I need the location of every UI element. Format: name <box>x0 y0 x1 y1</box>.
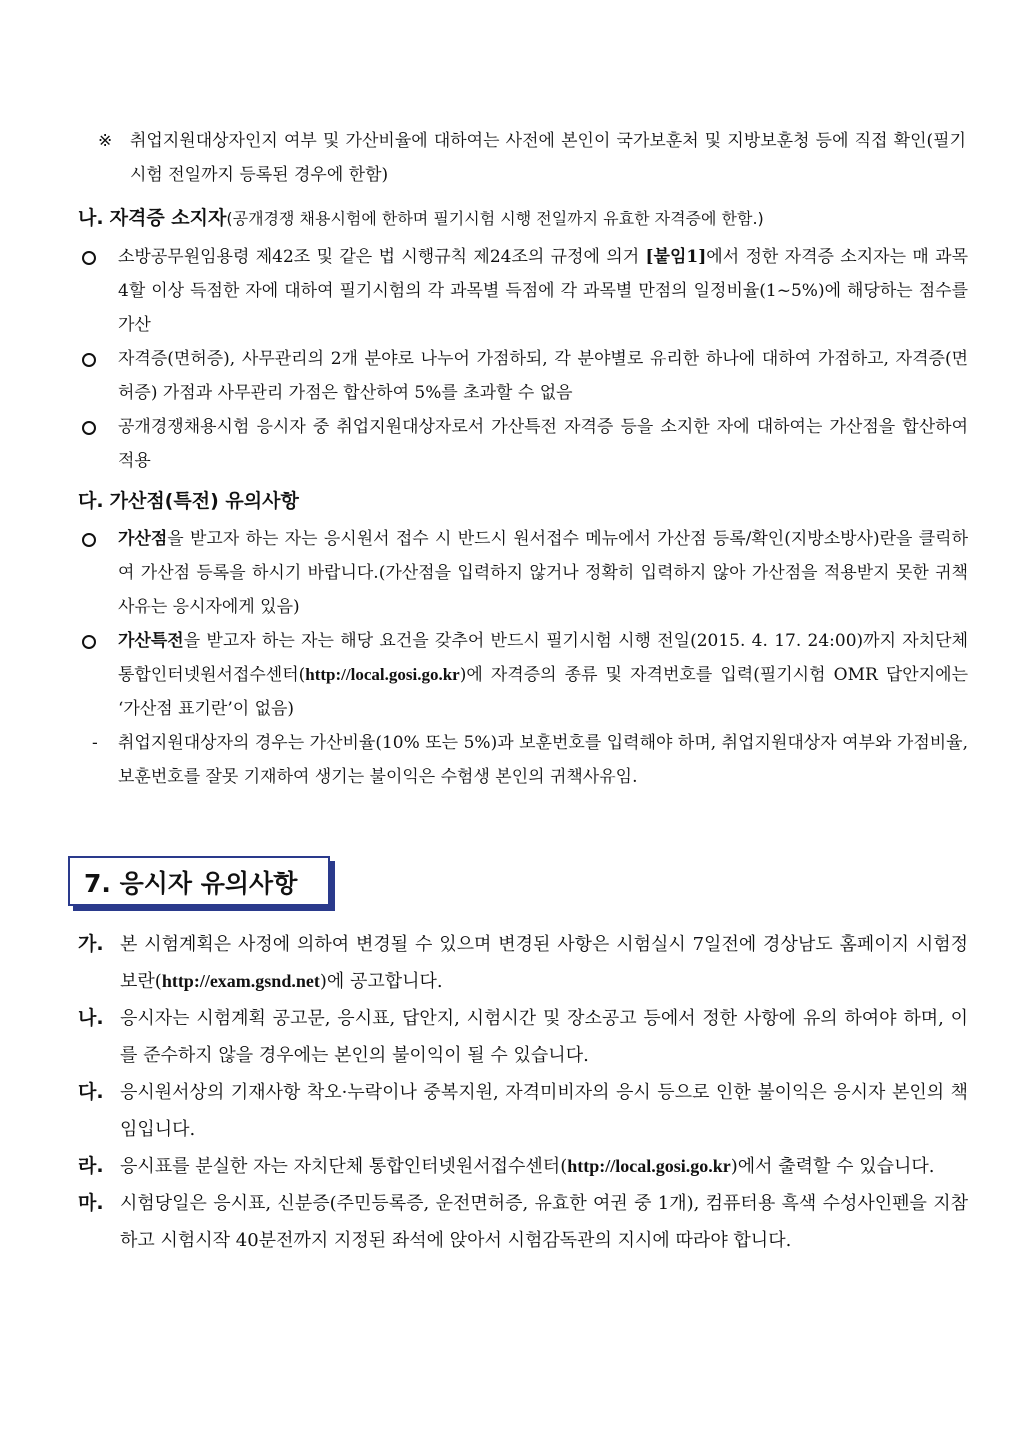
url-link[interactable]: http://local.gosi.go.kr <box>305 665 460 684</box>
item-text: )에 자격증의 종류 및 자격번호를 입력(필기시험 OMR 답안지에는 ‘가산점 표기란’이 없음) <box>118 665 968 719</box>
section-7-heading-box <box>68 856 330 906</box>
dash-mark: - <box>92 733 98 753</box>
item-label: 마. <box>78 1192 104 1214</box>
note-text: 취업지원대상자인지 여부 및 가산비율에 대하여는 사전에 본인이 국가보훈처 및 지방보훈청 등에 직접 확인(필기시험 전일까지 등록된 경우에 한함) <box>130 131 966 185</box>
section-7-heading: 7. 응시자 유의사항 <box>84 869 298 898</box>
url-link[interactable]: http://local.gosi.go.kr <box>567 1156 731 1176</box>
url-link[interactable]: http://exam.gsnd.net <box>161 971 320 991</box>
item-text: 응시원서상의 기재사항 착오·누락이나 중복지원, 자격미비자의 응시 등으로 인한 불이익은 응시자 본인의 책임입니다. <box>120 1082 968 1140</box>
section-7-list <box>78 926 968 1259</box>
section-label: 다. <box>78 490 104 512</box>
attachment-ref: [붙임1] <box>645 247 707 267</box>
item-text: 본 시험계획은 사정에 의하여 변경될 수 있으며 변경된 사항은 시험실시 7일전에 경상남도 홈페이지 시험정보란( <box>120 934 968 992</box>
item-text: 을 받고자 하는 자는 해당 요건을 갖추어 반드시 필기시험 시행 전일(2015. 4. 17. 24:00)까지 자치단체 통합인터넷원서접수센터( <box>118 631 968 685</box>
bullet-circle-icon <box>82 251 96 265</box>
section-note: (공개경쟁 채용시험에 한하며 필기시험 시행 전일까지 유효한 자격증에 한함.) <box>226 209 764 228</box>
list-item <box>78 624 968 726</box>
list-item <box>78 410 968 478</box>
list-item <box>78 926 968 1000</box>
list-item <box>78 1074 968 1148</box>
reference-mark: ※ <box>98 131 113 151</box>
item-label: 다. <box>78 1081 104 1103</box>
item-text: 취업지원대상자의 경우는 가산비율(10% 또는 5%)과 보훈번호를 입력해야 하며, 취업지원대상자 여부와 가점비율, 보훈번호를 잘못 기재하여 생기는 불이익은 수험생 본인의 귀책사유임. <box>118 733 968 787</box>
list-item <box>78 1148 968 1185</box>
section-bonus-notes <box>78 486 968 794</box>
bullet-circle-icon <box>82 353 96 367</box>
section-title: 가산점(특전) 유의사항 <box>109 490 299 512</box>
item-text: 에서 정한 자격증 소지자는 매 과목 4할 이상 득점한 자에 대하여 필기시험의 각 과목별 득점에 각 과목별 만점의 일정비율(1~5%)에 해당하는 점수를 가산 <box>118 247 968 335</box>
item-label: 라. <box>78 1155 104 1177</box>
item-text: 공개경쟁채용시험 응시자 중 취업지원대상자로서 가산특전 자격증 등을 소지한 자에 대하여는 가산점을 합산하여 적용 <box>118 417 968 471</box>
item-text: 소방공무원임용령 제42조 및 같은 법 시행규칙 제24조의 규정에 의거 <box>118 247 646 267</box>
item-keyword: 가산특전 <box>118 631 184 651</box>
item-label: 가. <box>78 933 104 955</box>
list-item <box>78 342 968 410</box>
item-text: 자격증(면허증), 사무관리의 2개 분야로 나누어 가점하되, 각 분야별로 유리한 하나에 대하여 가점하고, 자격증(면허증) 가점과 사무관리 가점은 합산하여 5%를 초과할 수 없음 <box>118 349 968 403</box>
item-text: 을 받고자 하는 자는 응시원서 접수 시 반드시 원서접수 메뉴에서 가산점 등록/확인(지방소방사)란을 클릭하여 가산점 등록을 하시기 바랍니다.(가산점을 입력하지 않거나 정확히 입력하지 않아 가산점을 적용받지 못한 귀책사유는 응시자에게 있음) <box>118 529 968 617</box>
item-text: 시험당일은 응시표, 신분증(주민등록증, 운전면허증, 유효한 여권 중 1개), 컴퓨터용 흑색 수성사인펜을 지참하고 시험시작 40분전까지 지정된 좌석에 앉아서 시험감독관의 지시에 따라야 합니다. <box>120 1193 968 1251</box>
list-item <box>78 1185 968 1259</box>
item-label: 나. <box>78 1007 104 1029</box>
item-text: )에서 출력할 수 있습니다. <box>730 1156 935 1177</box>
list-item <box>78 1000 968 1074</box>
note-paragraph <box>96 124 966 192</box>
item-text: 응시표를 분실한 자는 자치단체 통합인터넷원서접수센터( <box>120 1156 568 1177</box>
section-heading <box>78 203 968 234</box>
item-text: )에 공고합니다. <box>319 971 443 992</box>
section-heading <box>78 486 968 516</box>
bullet-circle-icon <box>82 533 96 547</box>
bullet-circle-icon <box>82 421 96 435</box>
dash-item <box>78 726 968 794</box>
list-item <box>78 240 968 342</box>
item-keyword: 가산점 <box>118 529 168 549</box>
section-title: 자격증 소지자 <box>109 207 227 229</box>
bullet-circle-icon <box>82 635 96 649</box>
section-qualification <box>78 203 968 478</box>
section-label: 나. <box>78 207 104 229</box>
item-text: 응시자는 시험계획 공고문, 응시표, 답안지, 시험시간 및 장소공고 등에서 정한 사항에 유의 하여야 하며, 이를 준수하지 않을 경우에는 본인의 불이익이 될 수 있습니다. <box>120 1008 968 1066</box>
list-item <box>78 522 968 624</box>
